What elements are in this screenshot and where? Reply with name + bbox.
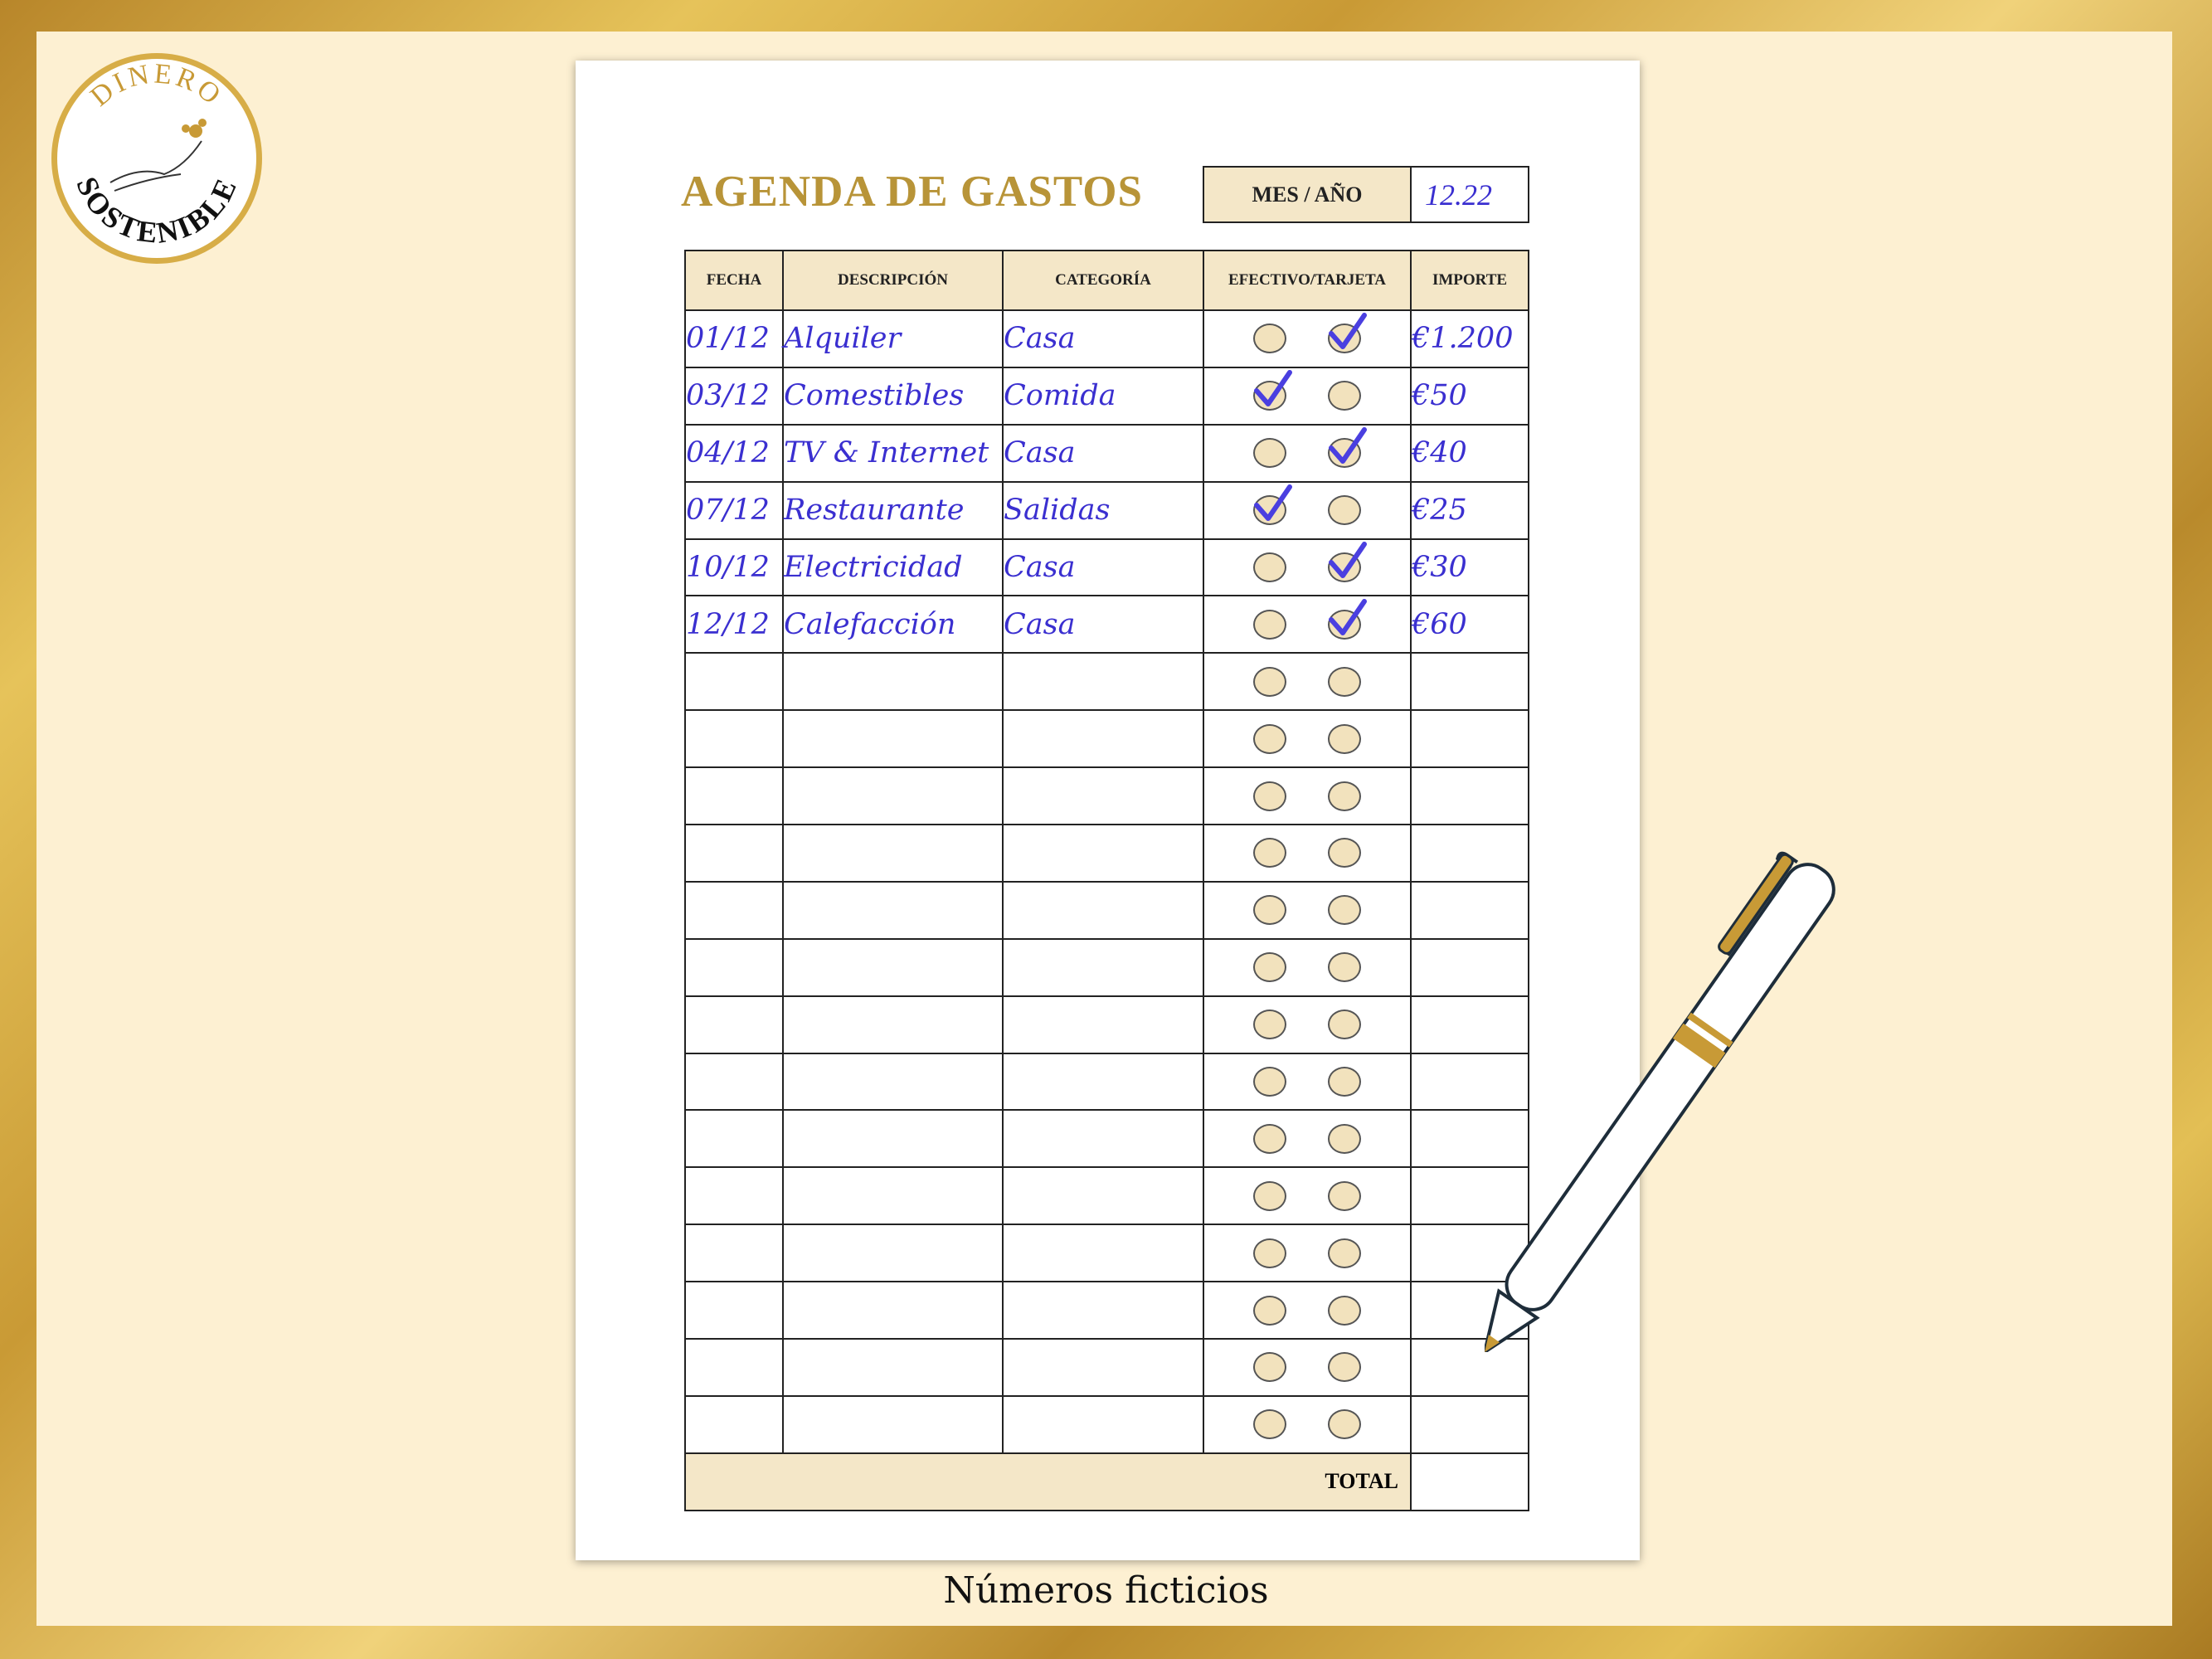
- descripcion-cell[interactable]: [783, 1224, 1003, 1282]
- payment-method-cell: [1203, 425, 1411, 482]
- categoria-cell[interactable]: [1003, 1167, 1203, 1224]
- tarjeta-radio[interactable]: [1328, 610, 1361, 640]
- importe-cell[interactable]: €30: [1411, 539, 1529, 596]
- table-row: [685, 939, 1529, 996]
- descripcion-cell[interactable]: TV & Internet: [783, 425, 1003, 482]
- payment-method-cell: [1203, 1110, 1411, 1167]
- total-value[interactable]: [1411, 1453, 1529, 1511]
- importe-cell[interactable]: €25: [1411, 482, 1529, 539]
- tarjeta-radio[interactable]: [1328, 495, 1361, 525]
- fecha-cell[interactable]: 03/12: [685, 367, 783, 425]
- efectivo-radio[interactable]: [1253, 1238, 1286, 1268]
- month-year-label: MES / AÑO: [1204, 168, 1412, 221]
- categoria-cell[interactable]: [1003, 1053, 1203, 1111]
- efectivo-radio[interactable]: [1253, 1067, 1286, 1097]
- efectivo-radio[interactable]: [1253, 438, 1286, 468]
- table-row: [685, 310, 1529, 367]
- tarjeta-radio[interactable]: [1328, 438, 1361, 468]
- column-header-categoria: CATEGORÍA: [1003, 251, 1203, 310]
- efectivo-radio[interactable]: [1253, 324, 1286, 353]
- logo-text-top: DINERO: [85, 58, 229, 113]
- check-icon: [1252, 369, 1295, 411]
- categoria-cell[interactable]: Casa: [1003, 425, 1203, 482]
- table-row: [685, 767, 1529, 825]
- payment-method-cell: [1203, 710, 1411, 767]
- importe-cell[interactable]: €60: [1411, 596, 1529, 653]
- descripcion-cell[interactable]: Electricidad: [783, 539, 1003, 596]
- fecha-cell[interactable]: 01/12: [685, 310, 783, 367]
- tarjeta-radio[interactable]: [1328, 667, 1361, 697]
- fecha-cell[interactable]: [685, 1224, 783, 1282]
- fecha-cell[interactable]: [685, 996, 783, 1053]
- descripcion-cell[interactable]: [783, 1110, 1003, 1167]
- table-row: [685, 996, 1529, 1053]
- column-header-efectivo-tarjeta: EFECTIVO/TARJETA: [1203, 251, 1411, 310]
- efectivo-radio[interactable]: [1253, 1124, 1286, 1154]
- table-row: [685, 367, 1529, 425]
- categoria-cell[interactable]: [1003, 710, 1203, 767]
- pen-icon: [1485, 722, 1982, 1352]
- fecha-cell[interactable]: [685, 1339, 783, 1396]
- payment-method-cell: [1203, 653, 1411, 710]
- payment-method-cell: [1203, 1396, 1411, 1453]
- payment-method-cell: [1203, 882, 1411, 939]
- descripcion-cell[interactable]: [783, 1167, 1003, 1224]
- tarjeta-radio[interactable]: [1328, 1181, 1361, 1211]
- payment-method-cell: [1203, 1339, 1411, 1396]
- check-icon: [1326, 598, 1369, 640]
- efectivo-radio[interactable]: [1253, 838, 1286, 868]
- descripcion-cell[interactable]: [783, 882, 1003, 939]
- efectivo-radio[interactable]: [1253, 1296, 1286, 1326]
- descripcion-cell[interactable]: Restaurante: [783, 482, 1003, 539]
- fecha-cell[interactable]: 10/12: [685, 539, 783, 596]
- fecha-cell[interactable]: [685, 882, 783, 939]
- fecha-cell[interactable]: [685, 767, 783, 825]
- logo-text-bottom: SOSTENIBLE: [70, 172, 244, 250]
- efectivo-radio[interactable]: [1253, 895, 1286, 925]
- month-year-value[interactable]: 12.22: [1425, 178, 1492, 212]
- tarjeta-radio[interactable]: [1328, 1124, 1361, 1154]
- importe-cell[interactable]: [1411, 1396, 1529, 1453]
- fecha-cell[interactable]: [685, 1396, 783, 1453]
- categoria-cell[interactable]: Comida: [1003, 367, 1203, 425]
- payment-method-cell: [1203, 1053, 1411, 1111]
- categoria-cell[interactable]: [1003, 996, 1203, 1053]
- categoria-cell[interactable]: [1003, 1224, 1203, 1282]
- descripcion-cell[interactable]: [783, 1396, 1003, 1453]
- categoria-cell[interactable]: [1003, 882, 1203, 939]
- categoria-cell[interactable]: [1003, 1339, 1203, 1396]
- descripcion-cell[interactable]: [783, 767, 1003, 825]
- column-header-fecha: FECHA: [685, 251, 783, 310]
- table-header-row: [685, 251, 1529, 310]
- efectivo-radio[interactable]: [1253, 667, 1286, 697]
- fecha-cell[interactable]: [685, 710, 783, 767]
- payment-method-cell: [1203, 825, 1411, 882]
- descripcion-cell[interactable]: [783, 825, 1003, 882]
- fecha-cell[interactable]: [685, 1053, 783, 1111]
- table-row: [685, 1396, 1529, 1453]
- categoria-cell[interactable]: [1003, 939, 1203, 996]
- payment-method-cell: [1203, 310, 1411, 367]
- payment-method-cell: [1203, 1224, 1411, 1282]
- month-year-box: [1203, 166, 1529, 223]
- tarjeta-radio[interactable]: [1328, 324, 1361, 353]
- payment-method-cell: [1203, 539, 1411, 596]
- check-icon: [1326, 541, 1369, 582]
- descripcion-cell[interactable]: [783, 996, 1003, 1053]
- fecha-cell[interactable]: [685, 1110, 783, 1167]
- table-row: [685, 425, 1529, 482]
- fecha-cell[interactable]: [685, 1167, 783, 1224]
- descripcion-cell[interactable]: [783, 710, 1003, 767]
- caption: Números ficticios: [943, 1569, 1269, 1612]
- payment-method-cell: [1203, 1282, 1411, 1339]
- descripcion-cell[interactable]: [783, 1282, 1003, 1339]
- fecha-cell[interactable]: [685, 825, 783, 882]
- total-row: [685, 1453, 1529, 1511]
- descripcion-cell[interactable]: [783, 653, 1003, 710]
- descripcion-cell[interactable]: Alquiler: [783, 310, 1003, 367]
- tarjeta-radio[interactable]: [1328, 781, 1361, 811]
- descripcion-cell[interactable]: [783, 1339, 1003, 1396]
- categoria-cell[interactable]: [1003, 767, 1203, 825]
- payment-method-cell: [1203, 996, 1411, 1053]
- fecha-cell[interactable]: [685, 1282, 783, 1339]
- importe-cell[interactable]: €40: [1411, 425, 1529, 482]
- categoria-cell[interactable]: Casa: [1003, 310, 1203, 367]
- check-icon: [1326, 312, 1369, 353]
- table-row: [685, 1339, 1529, 1396]
- expense-table: [684, 250, 1529, 1511]
- tarjeta-radio[interactable]: [1328, 838, 1361, 868]
- efectivo-radio[interactable]: [1253, 610, 1286, 640]
- categoria-cell[interactable]: Salidas: [1003, 482, 1203, 539]
- descripcion-cell[interactable]: Comestibles: [783, 367, 1003, 425]
- expense-sheet: [576, 61, 1640, 1560]
- efectivo-radio[interactable]: [1253, 781, 1286, 811]
- table-row: [685, 653, 1529, 710]
- tarjeta-radio[interactable]: [1328, 724, 1361, 754]
- fecha-cell[interactable]: [685, 939, 783, 996]
- efectivo-radio[interactable]: [1253, 1181, 1286, 1211]
- categoria-cell[interactable]: [1003, 1396, 1203, 1453]
- table-row: [685, 1282, 1529, 1339]
- descripcion-cell[interactable]: [783, 1053, 1003, 1111]
- table-row: [685, 596, 1529, 653]
- payment-method-cell: [1203, 939, 1411, 996]
- dinero-sostenible-logo: [48, 50, 265, 267]
- table-row: [685, 1224, 1529, 1282]
- efectivo-radio[interactable]: [1253, 1409, 1286, 1439]
- table-row: [685, 1053, 1529, 1111]
- tarjeta-radio[interactable]: [1328, 381, 1361, 411]
- tarjeta-radio[interactable]: [1328, 895, 1361, 925]
- efectivo-radio[interactable]: [1253, 1352, 1286, 1382]
- sheet-title: AGENDA DE GASTOS: [681, 168, 1143, 216]
- check-icon: [1326, 426, 1369, 468]
- descripcion-cell[interactable]: Calefacción: [783, 596, 1003, 653]
- table-row: [685, 882, 1529, 939]
- fecha-cell[interactable]: [685, 653, 783, 710]
- efectivo-radio[interactable]: [1253, 552, 1286, 582]
- fecha-cell[interactable]: 07/12: [685, 482, 783, 539]
- payment-method-cell: [1203, 1167, 1411, 1224]
- table-row: [685, 482, 1529, 539]
- tarjeta-radio[interactable]: [1328, 1296, 1361, 1326]
- tarjeta-radio[interactable]: [1328, 1010, 1361, 1039]
- column-header-importe: IMPORTE: [1411, 251, 1529, 310]
- importe-cell[interactable]: [1411, 653, 1529, 710]
- categoria-cell[interactable]: [1003, 1110, 1203, 1167]
- fecha-cell[interactable]: 04/12: [685, 425, 783, 482]
- fecha-cell[interactable]: 12/12: [685, 596, 783, 653]
- importe-cell[interactable]: €50: [1411, 367, 1529, 425]
- tarjeta-radio[interactable]: [1328, 1067, 1361, 1097]
- table-row: [685, 1167, 1529, 1224]
- tarjeta-radio[interactable]: [1328, 1409, 1361, 1439]
- tarjeta-radio[interactable]: [1328, 952, 1361, 982]
- efectivo-radio[interactable]: [1253, 1010, 1286, 1039]
- table-row: [685, 825, 1529, 882]
- tarjeta-radio[interactable]: [1328, 1352, 1361, 1382]
- payment-method-cell: [1203, 767, 1411, 825]
- table-row: [685, 710, 1529, 767]
- categoria-cell[interactable]: [1003, 1282, 1203, 1339]
- categoria-cell[interactable]: [1003, 825, 1203, 882]
- efectivo-radio[interactable]: [1253, 724, 1286, 754]
- total-label: TOTAL: [685, 1453, 1411, 1511]
- descripcion-cell[interactable]: [783, 939, 1003, 996]
- categoria-cell[interactable]: [1003, 653, 1203, 710]
- check-icon: [1252, 484, 1295, 525]
- table-row: [685, 539, 1529, 596]
- table-row: [685, 1110, 1529, 1167]
- payment-method-cell: [1203, 596, 1411, 653]
- efectivo-radio[interactable]: [1253, 381, 1286, 411]
- efectivo-radio[interactable]: [1253, 952, 1286, 982]
- payment-method-cell: [1203, 482, 1411, 539]
- efectivo-radio[interactable]: [1253, 495, 1286, 525]
- tarjeta-radio[interactable]: [1328, 552, 1361, 582]
- categoria-cell[interactable]: Casa: [1003, 596, 1203, 653]
- column-header-descripcion: DESCRIPCIÓN: [783, 251, 1003, 310]
- tarjeta-radio[interactable]: [1328, 1238, 1361, 1268]
- categoria-cell[interactable]: Casa: [1003, 539, 1203, 596]
- payment-method-cell: [1203, 367, 1411, 425]
- importe-cell[interactable]: €1.200: [1411, 310, 1529, 367]
